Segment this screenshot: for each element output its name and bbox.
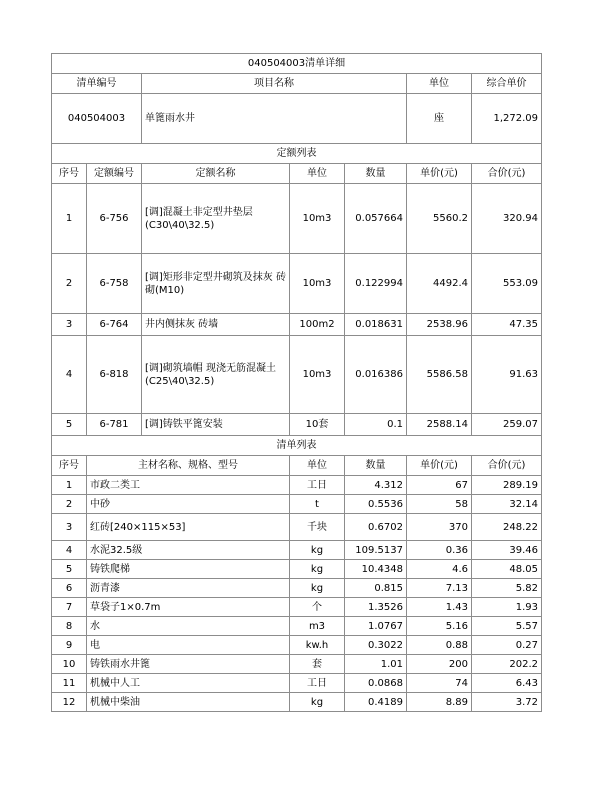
bill-unit-price: 1,272.09 [472,94,542,144]
quota-col-unit: 单位 [290,164,345,184]
col-bill-code: 清单编号 [52,74,142,94]
quota-no: 4 [52,336,87,414]
mat-qty: 1.01 [345,655,407,674]
quota-qty: 0.057664 [345,184,407,254]
mat-total: 39.46 [472,541,542,560]
mat-unit: kg [290,579,345,598]
mat-total: 289.19 [472,476,542,495]
bill-header-row [52,74,542,94]
material-row [52,598,542,617]
mat-name: 铸铁爬梯 [87,560,290,579]
mat-name: 草袋子1×0.7m [87,598,290,617]
quota-code: 6-818 [87,336,142,414]
mat-price: 370 [407,514,472,541]
mat-qty: 109.5137 [345,541,407,560]
mat-total: 202.2 [472,655,542,674]
quota-col-name: 定额名称 [142,164,290,184]
quota-price: 4492.4 [407,254,472,314]
mat-total: 1.93 [472,598,542,617]
quota-qty: 0.018631 [345,314,407,336]
mat-unit: m3 [290,617,345,636]
mat-col-price: 单价(元) [407,456,472,476]
mat-no: 1 [52,476,87,495]
quota-row [52,414,542,436]
quota-price: 2588.14 [407,414,472,436]
quota-name: [调]矩形非定型井砌筑及抹灰 砖砌(M10) [142,254,290,314]
mat-no: 4 [52,541,87,560]
quota-name: [调]混凝土非定型井垫层(C30\40\32.5) [142,184,290,254]
mat-unit: 工日 [290,674,345,693]
quota-code: 6-756 [87,184,142,254]
quota-no: 5 [52,414,87,436]
mat-price: 4.6 [407,560,472,579]
mat-qty: 0.6702 [345,514,407,541]
mat-name: 电 [87,636,290,655]
mat-col-qty: 数量 [345,456,407,476]
mat-price: 58 [407,495,472,514]
quota-row [52,254,542,314]
quota-price: 5586.58 [407,336,472,414]
mat-name: 铸铁雨水井篦 [87,655,290,674]
quota-row [52,336,542,414]
material-row [52,693,542,712]
quota-no: 3 [52,314,87,336]
quota-col-total: 合价(元) [472,164,542,184]
quota-name: [调]铸铁平篦安装 [142,414,290,436]
mat-unit: 个 [290,598,345,617]
mat-total: 5.82 [472,579,542,598]
mat-no: 12 [52,693,87,712]
mat-total: 6.43 [472,674,542,693]
quota-name: 井内侧抹灰 砖墙 [142,314,290,336]
mat-no: 8 [52,617,87,636]
mat-name: 机械中柴油 [87,693,290,712]
mat-total: 32.14 [472,495,542,514]
quota-unit: 10套 [290,414,345,436]
quota-col-price: 单价(元) [407,164,472,184]
bill-detail-table [51,53,542,712]
col-unit: 单位 [407,74,472,94]
material-row [52,617,542,636]
mat-qty: 0.0868 [345,674,407,693]
quota-code: 6-781 [87,414,142,436]
mat-unit: 套 [290,655,345,674]
mat-total: 48.05 [472,560,542,579]
mat-price: 8.89 [407,693,472,712]
mat-price: 7.13 [407,579,472,598]
quota-col-qty: 数量 [345,164,407,184]
bill-row [52,94,542,144]
quota-qty: 0.016386 [345,336,407,414]
material-row [52,579,542,598]
mat-total: 0.27 [472,636,542,655]
quota-total: 91.63 [472,336,542,414]
mat-name: 中砂 [87,495,290,514]
quota-name: [调]砌筑墙帽 现浇无筋混凝土(C25\40\32.5) [142,336,290,414]
mat-unit: 工日 [290,476,345,495]
mat-total: 5.57 [472,617,542,636]
material-row [52,636,542,655]
mat-price: 1.43 [407,598,472,617]
quota-code: 6-758 [87,254,142,314]
material-row [52,476,542,495]
mat-name: 水泥32.5级 [87,541,290,560]
sheet-title: 040504003清单详细 [52,54,542,74]
quota-unit: 10m3 [290,184,345,254]
mat-name: 水 [87,617,290,636]
mat-unit: kg [290,541,345,560]
mat-name: 机械中人工 [87,674,290,693]
mat-unit: kw.h [290,636,345,655]
quota-total: 259.07 [472,414,542,436]
material-row [52,495,542,514]
quota-header-row [52,164,542,184]
quota-no: 2 [52,254,87,314]
mat-qty: 0.4189 [345,693,407,712]
mat-col-no: 序号 [52,456,87,476]
mat-price: 0.88 [407,636,472,655]
mat-name: 红砖[240×115×53] [87,514,290,541]
quota-total: 553.09 [472,254,542,314]
mat-name: 市政二类工 [87,476,290,495]
bill-detail-sheet [51,53,541,712]
mat-qty: 0.3022 [345,636,407,655]
col-item-name: 项目名称 [142,74,407,94]
quota-row [52,184,542,254]
quota-qty: 0.1 [345,414,407,436]
mat-no: 3 [52,514,87,541]
mat-unit: 千块 [290,514,345,541]
mat-total: 248.22 [472,514,542,541]
mat-qty: 0.5536 [345,495,407,514]
material-row [52,655,542,674]
bill-item-name: 单篦雨水井 [142,94,407,144]
mat-no: 7 [52,598,87,617]
quota-row [52,314,542,336]
bill-code: 040504003 [52,94,142,144]
mat-no: 10 [52,655,87,674]
mat-name: 沥青漆 [87,579,290,598]
quota-col-no: 序号 [52,164,87,184]
mat-unit: kg [290,693,345,712]
mat-col-name: 主材名称、规格、型号 [87,456,290,476]
quota-unit: 10m3 [290,254,345,314]
quota-total: 320.94 [472,184,542,254]
mat-price: 67 [407,476,472,495]
mat-price: 74 [407,674,472,693]
mat-no: 6 [52,579,87,598]
materials-header-row [52,456,542,476]
mat-qty: 0.815 [345,579,407,598]
mat-no: 2 [52,495,87,514]
quota-col-code: 定额编号 [87,164,142,184]
mat-no: 11 [52,674,87,693]
quota-qty: 0.122994 [345,254,407,314]
quota-code: 6-764 [87,314,142,336]
mat-col-unit: 单位 [290,456,345,476]
mat-qty: 10.4348 [345,560,407,579]
mat-col-total: 合价(元) [472,456,542,476]
mat-no: 5 [52,560,87,579]
materials-section-title: 清单列表 [52,436,542,456]
col-unit-price: 综合单价 [472,74,542,94]
material-row [52,560,542,579]
material-row [52,674,542,693]
material-row [52,541,542,560]
bill-unit: 座 [407,94,472,144]
quota-unit: 10m3 [290,336,345,414]
quota-section-title: 定额列表 [52,144,542,164]
mat-total: 3.72 [472,693,542,712]
mat-price: 0.36 [407,541,472,560]
mat-price: 200 [407,655,472,674]
mat-unit: kg [290,560,345,579]
quota-no: 1 [52,184,87,254]
quota-price: 5560.2 [407,184,472,254]
mat-qty: 4.312 [345,476,407,495]
material-row [52,514,542,541]
mat-price: 5.16 [407,617,472,636]
mat-no: 9 [52,636,87,655]
quota-price: 2538.96 [407,314,472,336]
mat-qty: 1.0767 [345,617,407,636]
quota-total: 47.35 [472,314,542,336]
mat-unit: t [290,495,345,514]
mat-qty: 1.3526 [345,598,407,617]
quota-unit: 100m2 [290,314,345,336]
